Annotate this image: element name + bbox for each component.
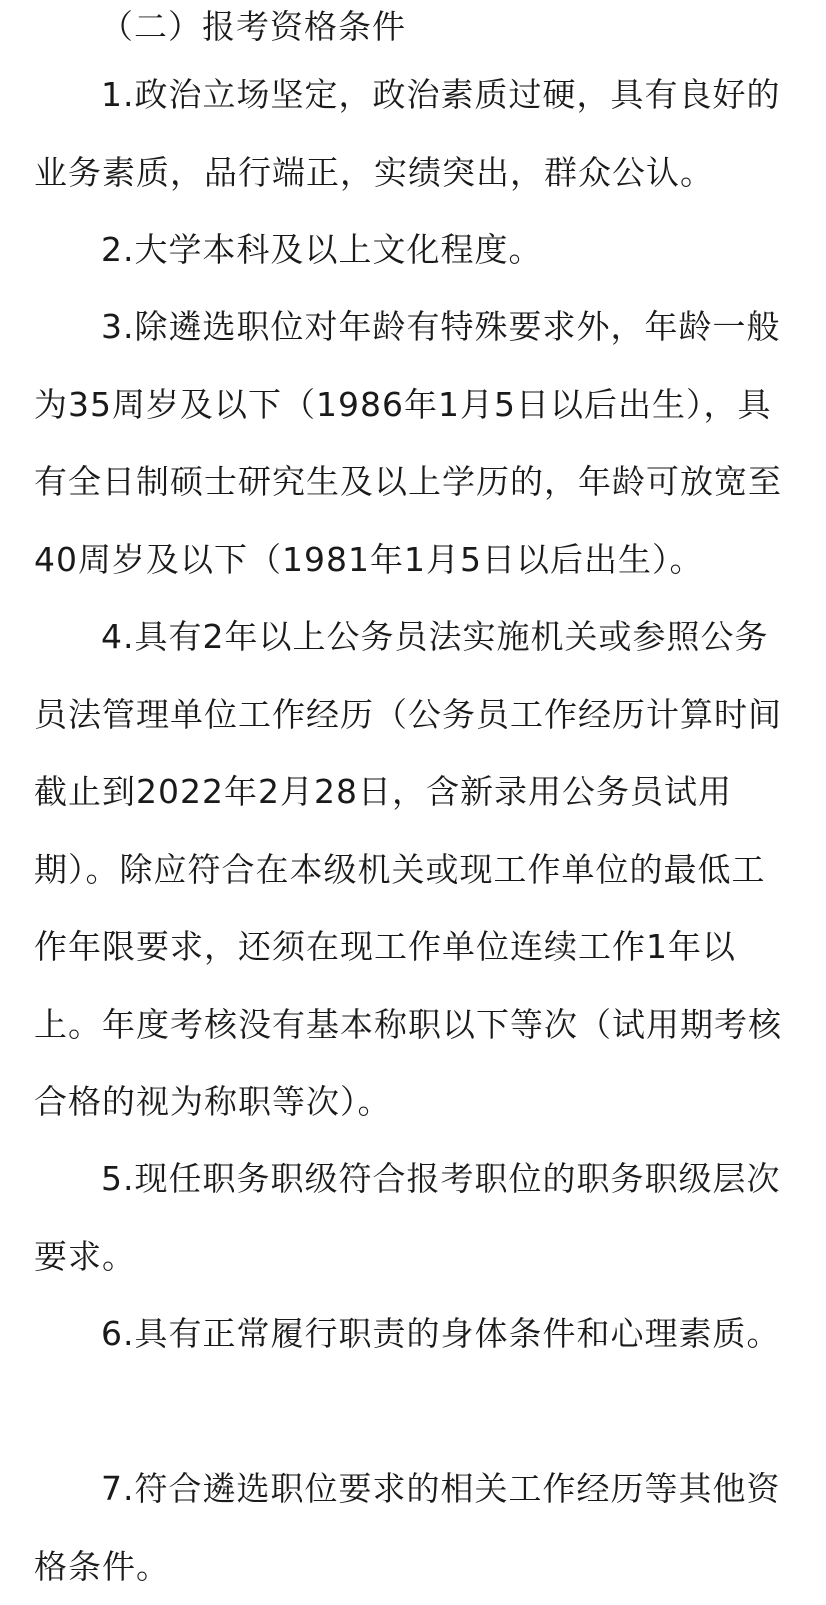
requirement-item-2: 2.大学本科及以上文化程度。 [101, 230, 543, 269]
section-heading: （二）报考资格条件 [100, 7, 406, 46]
requirement-item-4: 4.具有2年以上公务员法实施机关或参照公务员法管理单位工作经历（公务员工作经历计算时间截止到2022年2月28日，含新录用公务员试用期）。除应符合在本级机关或现工作单位的最低工作年限要求，还须在现工作单位连续工作1年以上。年度考核没有基本称职以下等次（试用期考核合格的视为称职等次）。 [34, 617, 782, 1121]
requirement-item-3: 3.除遴选职位对年龄有特殊要求外，年龄一般为35周岁及以下（1986年1月5日以后出生），具有全日制硕士研究生及以上学历的，年龄可放宽至40周岁及以下（1981年1月5日以后出生）。 [34, 307, 782, 579]
requirement-item-7: 7.符合遴选职位要求的相关工作经历等其他资格条件。 [34, 1469, 781, 1586]
requirement-item-1: 1.政治立场坚定，政治素质过硬，具有良好的业务素质，品行端正，实绩突出，群众公认。 [34, 75, 781, 192]
requirement-item-6: 6.具有正常履行职责的身体条件和心理素质。 [101, 1314, 781, 1353]
requirement-item-5: 5.现任职务职级符合报考职位的职务职级层次要求。 [34, 1159, 781, 1276]
